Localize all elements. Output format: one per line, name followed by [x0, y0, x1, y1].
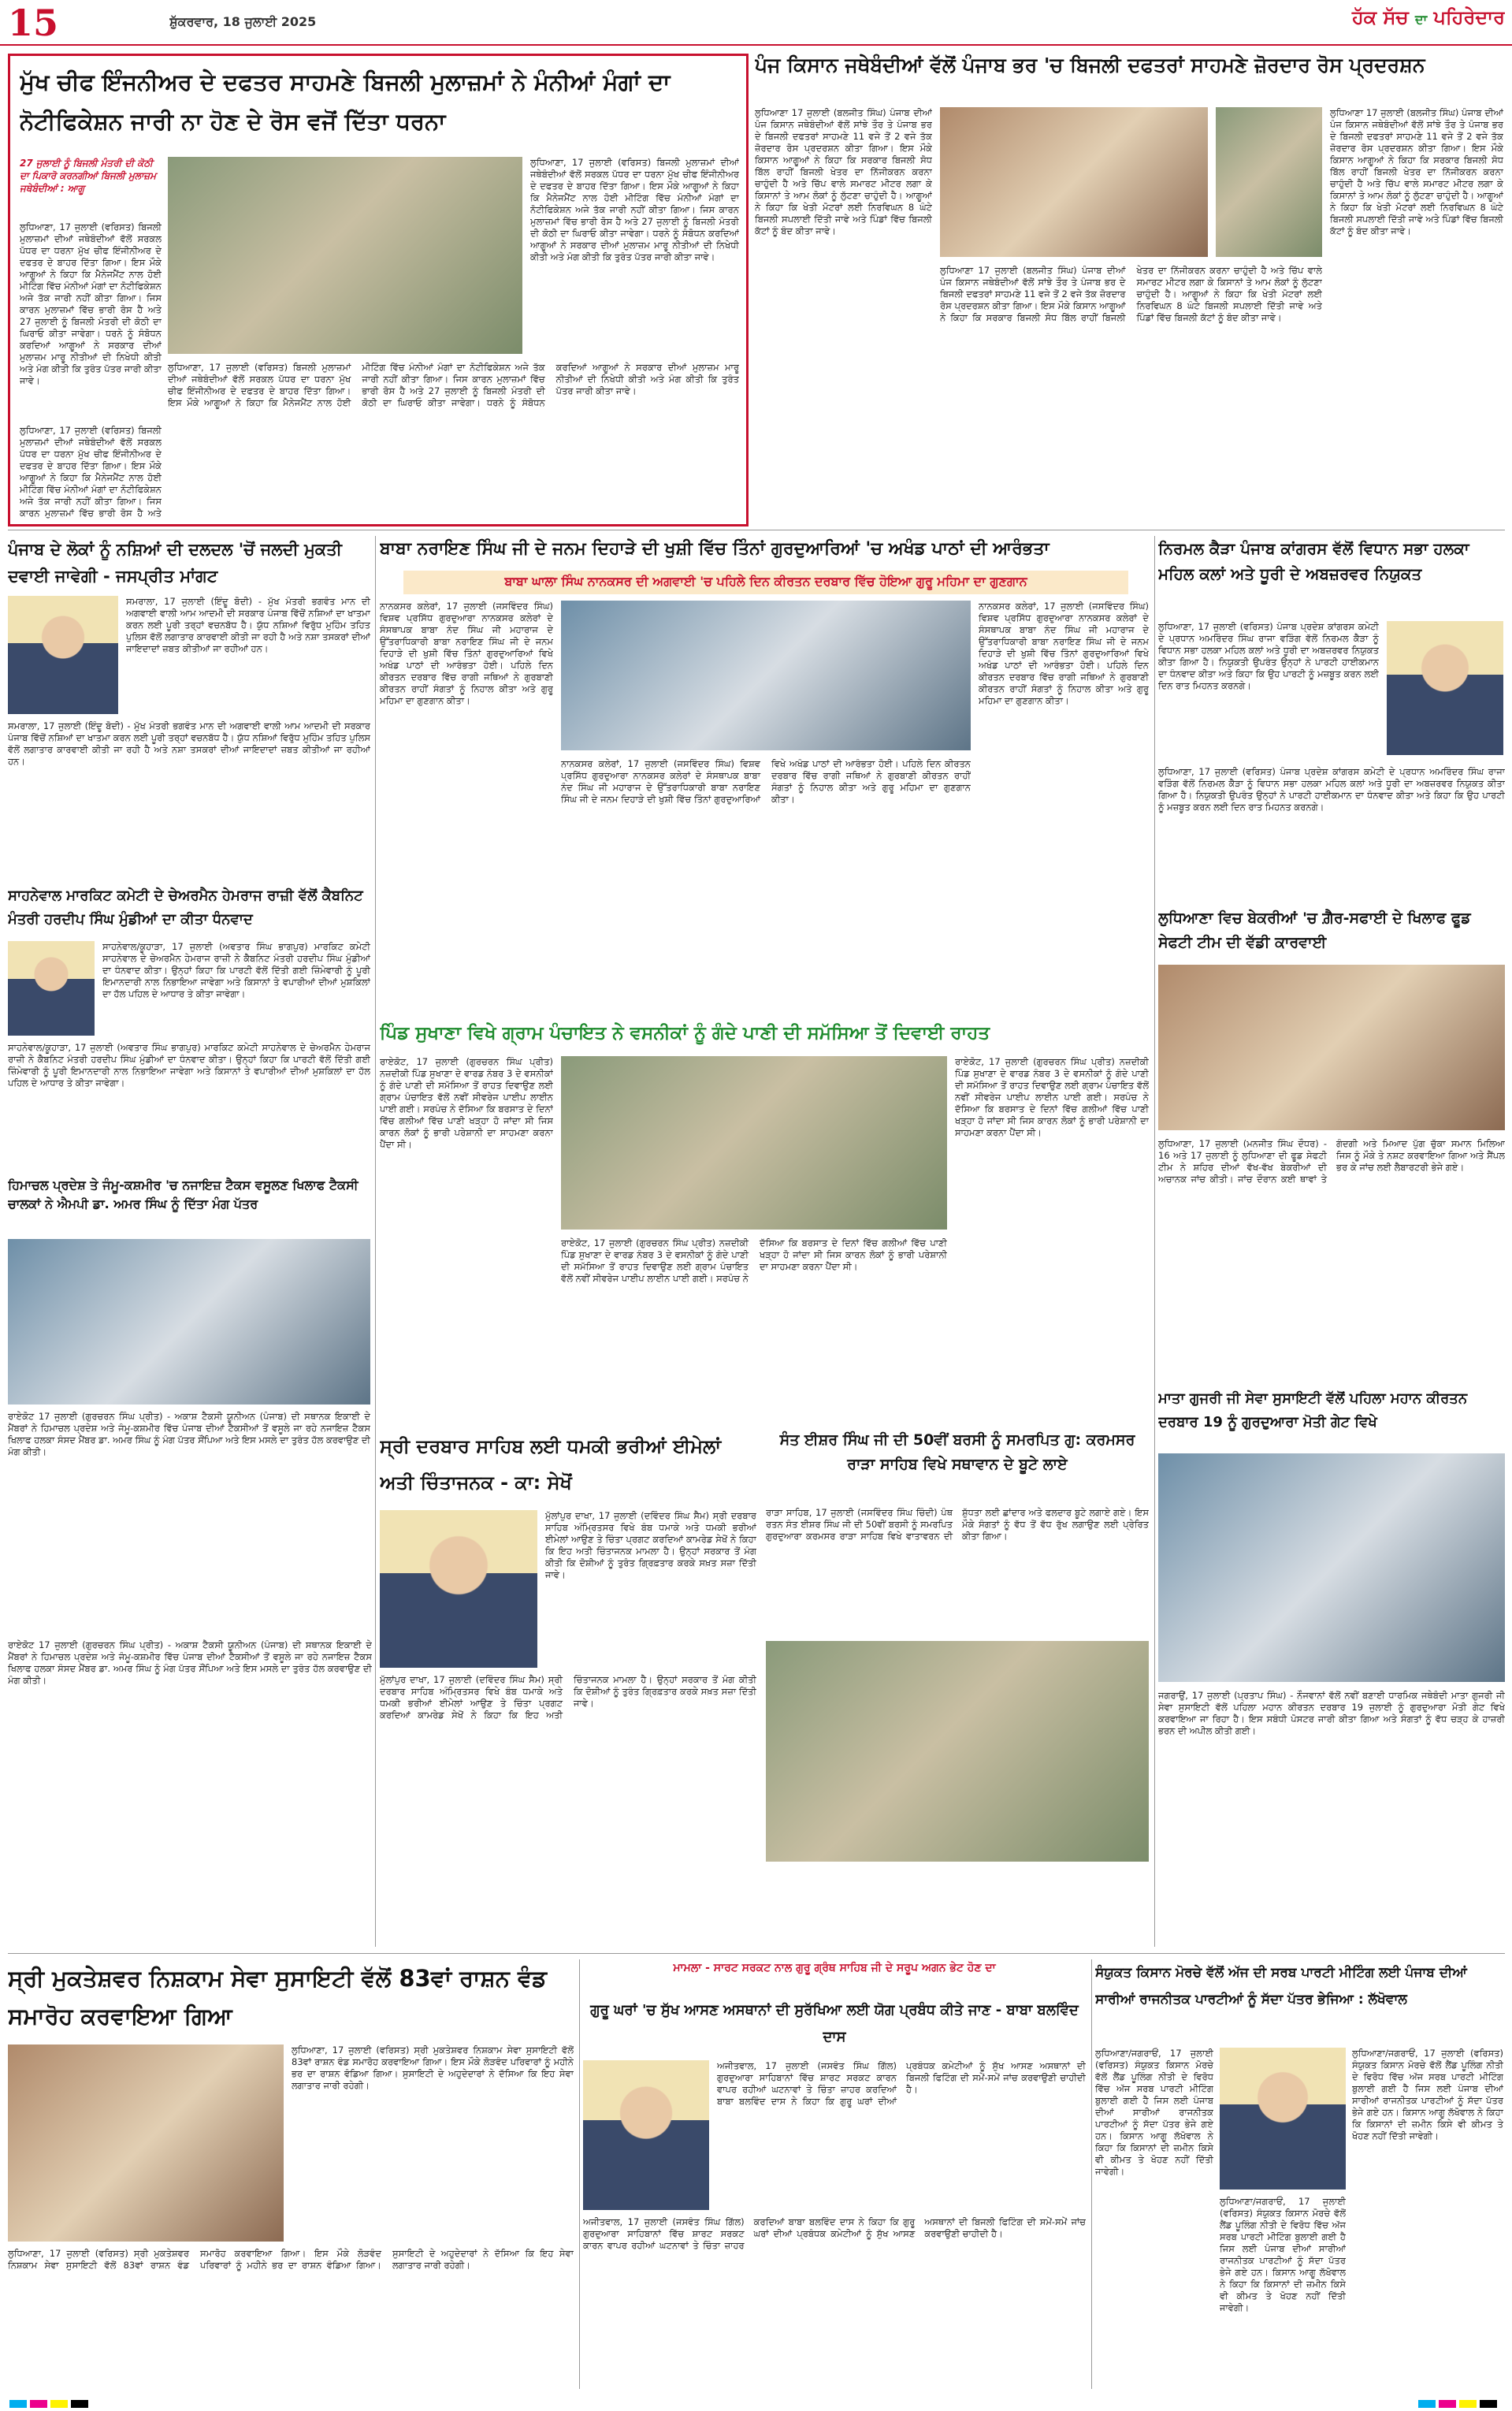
article-body: ਰਾਏਕੋਟ, 17 ਜੁਲਾਈ (ਗੁਰਚਰਨ ਸਿੰਘ ਪ੍ਰੀਤ) ਨਜ਼ਦੀਕੀ ਪਿੰਡ ਸੁਖਾਣਾ ਦੇ ਵਾਰਡ ਨੰਬਰ 3 ਦੇ ਵਸਨੀਕਾਂ ਨੂੰ ਗੰਦੇ ਪਾਣੀ ਦੀ ਸਮੱਸਿਆ ਤੋਂ ਰਾਹਤ ਦਿਵਾਉਣ ਲਈ ਗ੍ਰਾਮ ਪੰਚਾਇਤ ਵੱਲੋਂ ਨਵੀਂ ਸੀਵਰੇਜ ਪਾਈਪ ਲਾਈਨ ਪਾਈ ਗਈ। ਸਰਪੰਚ ਨੇ ਦੱਸਿਆ ਕਿ ਬਰਸਾਤ ਦੇ ਦਿਨਾਂ ਵਿੱਚ ਗਲੀਆਂ ਵਿੱਚ ਪਾਣੀ ਖੜ੍ਹਾ ਹੋ ਜਾਂਦਾ ਸੀ ਜਿਸ ਕਾਰਨ ਲੋਕਾਂ ਨੂੰ ਭਾਰੀ ਪਰੇਸ਼ਾਨੀ ਦਾ ਸਾਹਮਣਾ ਕਰਨਾ ਪੈਂਦਾ ਸੀ। — [380, 1056, 553, 1150]
article-body-lower: ਲੁਧਿਆਣਾ, 17 ਜੁਲਾਈ (ਵਰਿਸਤ) ਪੰਜਾਬ ਪ੍ਰਦੇਸ਼ ਕਾਂਗਰਸ ਕਮੇਟੀ ਦੇ ਪ੍ਰਧਾਨ ਅਮਰਿੰਦਰ ਸਿੰਘ ਰਾਜਾ ਵੜਿੰਗ ਵੱਲੋਂ ਨਿਰਮਲ ਕੈੜਾ ਨੂੰ ਵਿਧਾਨ ਸਭਾ ਹਲਕਾ ਮਹਿਲ ਕਲਾਂ ਅਤੇ ਧੂਰੀ ਦਾ ਅਬਜ਼ਰਵਰ ਨਿਯੁਕਤ ਕੀਤਾ ਗਿਆ ਹੈ। ਨਿਯੁਕਤੀ ਉਪਰੰਤ ਉਨ੍ਹਾਂ ਨੇ ਪਾਰਟੀ ਹਾਈਕਮਾਨ ਦਾ ਧੰਨਵਾਦ ਕੀਤਾ ਅਤੇ ਕਿਹਾ ਕਿ ਉਹ ਪਾਰਟੀ ਨੂੰ ਮਜ਼ਬੂਤ ਕਰਨ ਲਈ ਦਿਨ ਰਾਤ ਮਿਹਨਤ ਕਰਨਗੇ। — [1158, 766, 1505, 813]
headline: ਸਾਹਨੇਵਾਲ ਮਾਰਕਿਟ ਕਮੇਟੀ ਦੇ ਚੇਅਰਮੈਨ ਹੇਮਰਾਜ ਰਾਜ਼ੀ ਵੱਲੋਂ ਕੈਬਨਿਟ ਮੰਤਰੀ ਹਰਦੀਪ ਸਿੰਘ ਮੁੰਡੀਆਂ ਦਾ ਕੀਤਾ ਧੰਨਵਾਦ — [8, 887, 363, 928]
article-body: ਨਾਨਕਸਰ ਕਲੇਰਾਂ, 17 ਜੁਲਾਈ (ਜਸਵਿੰਦਰ ਸਿੰਘ) ਵਿਸ਼ਵ ਪ੍ਰਸਿੱਧ ਗੁਰਦੁਆਰਾ ਨਾਨਕਸਰ ਕਲੇਰਾਂ ਦੇ ਸੰਸਥਾਪਕ ਬਾਬਾ ਨੰਦ ਸਿੰਘ ਜੀ ਮਹਾਰਾਜ ਦੇ ਉੱਤਰਾਧਿਕਾਰੀ ਬਾਬਾ ਨਰਾਇਣ ਸਿੰਘ ਜੀ ਦੇ ਜਨਮ ਦਿਹਾੜੇ ਦੀ ਖੁਸ਼ੀ ਵਿੱਚ ਤਿੰਨਾਂ ਗੁਰਦੁਆਰਿਆਂ ਵਿਖੇ ਅਖੰਡ ਪਾਠਾਂ ਦੀ ਆਰੰਭਤਾ ਹੋਈ। ਪਹਿਲੇ ਦਿਨ ਕੀਰਤਨ ਦਰਬਾਰ ਵਿੱਚ ਰਾਗੀ ਜਥਿਆਂ ਨੇ ਗੁਰਬਾਣੀ ਕੀਰਤਨ ਰਾਹੀਂ ਸੰਗਤਾਂ ਨੂੰ ਨਿਹਾਲ ਕੀਤਾ ਅਤੇ ਗੁਰੂ ਮਹਿਮਾ ਦਾ ਗੁਣਗਾਨ ਕੀਤਾ। — [380, 601, 553, 706]
article-body-lower: ਮੁੱਲਾਂਪੁਰ ਦਾਖਾ, 17 ਜੁਲਾਈ (ਦਵਿੰਦਰ ਸਿੰਘ ਸੈਮ) ਸ੍ਰੀ ਦਰਬਾਰ ਸਾਹਿਬ ਅੰਮ੍ਰਿਤਸਰ ਵਿਖੇ ਬੰਬ ਧਮਾਕੇ ਅਤੇ ਧਮਕੀ ਭਰੀਆਂ ਈਮੇਲਾਂ ਆਉਣ ਤੇ ਚਿੰਤਾ ਪ੍ਰਗਟ ਕਰਦਿਆਂ ਕਾਮਰੇਡ ਸੇਖੋਂ ਨੇ ਕਿਹਾ ਕਿ ਇਹ ਅਤੀ ਚਿੰਤਾਜਨਕ ਮਾਮਲਾ ਹੈ। ਉਨ੍ਹਾਂ ਸਰਕਾਰ ਤੋਂ ਮੰਗ ਕੀਤੀ ਕਿ ਦੋਸ਼ੀਆਂ ਨੂੰ ਤੁਰੰਤ ਗ੍ਰਿਫ਼ਤਾਰ ਕਰਕੇ ਸਖ਼ਤ ਸਜ਼ਾ ਦਿੱਤੀ ਜਾਵੇ। — [380, 1674, 756, 1721]
headline: ਨਿਰਮਲ ਕੈੜਾ ਪੰਜਾਬ ਕਾਂਗਰਸ ਵੱਲੋਂ ਵਿਧਾਨ ਸਭਾ ਹਲਕਾ ਮਹਿਲ ਕਲਾਂ ਅਤੇ ਧੂਰੀ ਦੇ ਅਬਜ਼ਰਵਰ ਨਿਯੁਕਤ — [1158, 539, 1469, 583]
headline: ਲੁਧਿਆਣਾ ਵਿਚ ਬੇਕਰੀਆਂ 'ਚ ਗ਼ੈਰ-ਸਫਾਈ ਦੇ ਖਿਲਾਫ ਫੂਡ ਸੇਫਟੀ ਟੀਮ ਦੀ ਵੱਡੀ ਕਾਰਵਾਈ — [1158, 910, 1471, 951]
comrade-sekhon-photo — [380, 1510, 537, 1668]
article-sahnewal-market-committee — [8, 884, 372, 1168]
ration-distribution-photo — [8, 2045, 284, 2242]
article-body-lower: ਲੁਧਿਆਣਾ, 17 ਜੁਲਾਈ (ਵਰਿਸਤ) ਸ੍ਰੀ ਮੁਕਤੇਸ਼ਵਰ ਨਿਸ਼ਕਾਮ ਸੇਵਾ ਸੁਸਾਇਟੀ ਵੱਲੋਂ 83ਵਾਂ ਰਾਸ਼ਨ ਵੰਡ ਸਮਾਰੋਹ ਕਰਵਾਇਆ ਗਿਆ। ਇਸ ਮੌਕੇ ਲੋੜਵੰਦ ਪਰਿਵਾਰਾਂ ਨੂੰ ਮਹੀਨੇ ਭਰ ਦਾ ਰਾਸ਼ਨ ਵੰਡਿਆ ਗਿਆ। ਸੁਸਾਇਟੀ ਦੇ ਅਹੁਦੇਦਾਰਾਂ ਨੇ ਦੱਸਿਆ ਕਿ ਇਹ ਸੇਵਾ ਲਗਾਤਾਰ ਜਾਰੀ ਰਹੇਗੀ। — [8, 2248, 574, 2271]
article-darbar-sahib-threat — [380, 1428, 758, 1940]
article-body: ਰਾਏਕੋਟ 17 ਜੁਲਾਈ (ਗੁਰਚਰਨ ਸਿੰਘ ਪ੍ਰੀਤ) - ਅਕਾਸ਼ ਟੈਕਸੀ ਯੂਨੀਅਨ (ਪੰਜਾਬ) ਦੀ ਸਥਾਨਕ ਇਕਾਈ ਦੇ ਮੈਂਬਰਾਂ ਨੇ ਹਿਮਾਚਲ ਪ੍ਰਦੇਸ਼ ਅਤੇ ਜੰਮੂ-ਕਸ਼ਮੀਰ ਵਿੱਚ ਪੰਜਾਬ ਦੀਆਂ ਟੈਕਸੀਆਂ ਤੋਂ ਵਸੂਲੇ ਜਾ ਰਹੇ ਨਜਾਇਜ਼ ਟੈਕਸ ਖਿਲਾਫ ਹਲਕਾ ਸੰਸਦ ਮੈਂਬਰ ਡਾ. ਅਮਰ ਸਿੰਘ ਨੂੰ ਮੰਗ ਪੱਤਰ ਸੌਂਪਿਆ ਅਤੇ ਇਸ ਮਸਲੇ ਦਾ ਤੁਰੰਤ ਹੱਲ ਕਰਵਾਉਣ ਦੀ ਮੰਗ ਕੀਤੀ। — [8, 1411, 370, 1457]
paper-name-part3: ਪਹਿਰੇਦਾਰ — [1433, 6, 1505, 28]
farmers-photo-2 — [1216, 107, 1322, 257]
poster-release-photo — [1158, 1453, 1505, 1682]
headline: ਪਿੰਡ ਸੁਖਾਣਾ ਵਿਖੇ ਗ੍ਰਾਮ ਪੰਚਾਇਤ ਨੇ ਵਸਨੀਕਾਂ ਨੂੰ ਗੰਦੇ ਪਾਣੀ ਦੀ ਸਮੱਸਿਆ ਤੋਂ ਦਿਵਾਈ ਰਾਹਤ — [380, 1023, 990, 1044]
article-body-continued: ਲੁਧਿਆਣਾ, 17 ਜੁਲਾਈ (ਵਰਿਸਤ) ਬਿਜਲੀ ਮੁਲਾਜ਼ਮਾਂ ਦੀਆਂ ਜਥੇਬੰਦੀਆਂ ਵੱਲੋਂ ਸਰਕਲ ਪੱਧਰ ਦਾ ਧਰਨਾ ਮੁੱਖ ਚੀਫ ਇੰਜੀਨੀਅਰ ਦੇ ਦਫਤਰ ਦੇ ਬਾਹਰ ਦਿੱਤਾ ਗਿਆ। ਇਸ ਮੌਕੇ ਆਗੂਆਂ ਨੇ ਕਿਹਾ ਕਿ ਮੈਨੇਜਮੈਂਟ ਨਾਲ ਹੋਈ ਮੀਟਿੰਗ ਵਿੱਚ ਮੰਨੀਆਂ ਮੰਗਾਂ ਦਾ ਨੋਟੀਫਿਕੇਸ਼ਨ ਅਜੇ ਤੱਕ ਜਾਰੀ ਨਹੀਂ ਕੀਤਾ ਗਿਆ। ਜਿਸ ਕਾਰਨ ਮੁਲਾਜ਼ਮਾਂ ਵਿੱਚ ਭਾਰੀ ਰੋਸ ਹੈ ਅਤੇ 27 ਜੁਲਾਈ ਨੂੰ ਬਿਜਲੀ ਮੰਤਰੀ ਦੀ ਕੋਠੀ ਦਾ ਘਿਰਾਓ ਕੀਤਾ ਜਾਵੇਗਾ। ਧਰਨੇ ਨੂੰ ਸੰਬੋਧਨ ਕਰਦਿਆਂ ਆਗੂਆਂ ਨੇ ਸਰਕਾਰ ਦੀਆਂ ਮੁਲਾਜ਼ਮ ਮਾਰੂ ਨੀਤੀਆਂ ਦੀ ਨਿਖੇਧੀ ਕੀਤੀ ਅਤੇ ਮੰਗ ਕੀਤੀ ਕਿ ਤੁਰੰਤ ਪੱਤਰ ਜਾਰੀ ਕੀਤਾ ਜਾਵੇ। — [530, 157, 739, 262]
article-body-right: ਲੁਧਿਆਣਾ 17 ਜੁਲਾਈ (ਬਲਜੀਤ ਸਿੰਘ) ਪੰਜਾਬ ਦੀਆਂ ਪੰਜ ਕਿਸਾਨ ਜਥੇਬੰਦੀਆਂ ਵੱਲੋਂ ਸਾਂਝੇ ਤੌਰ ਤੇ ਪੰਜਾਬ ਭਰ ਦੇ ਬਿਜਲੀ ਦਫਤਰਾਂ ਸਾਹਮਣੇ 11 ਵਜੇ ਤੋਂ 2 ਵਜੇ ਤੱਕ ਜ਼ੋਰਦਾਰ ਰੋਸ ਪ੍ਰਦਰਸ਼ਨ ਕੀਤਾ ਗਿਆ। ਇਸ ਮੌਕੇ ਕਿਸਾਨ ਆਗੂਆਂ ਨੇ ਕਿਹਾ ਕਿ ਸਰਕਾਰ ਬਿਜਲੀ ਸੋਧ ਬਿੱਲ ਰਾਹੀਂ ਬਿਜਲੀ ਖੇਤਰ ਦਾ ਨਿੱਜੀਕਰਨ ਕਰਨਾ ਚਾਹੁੰਦੀ ਹੈ ਅਤੇ ਚਿੱਪ ਵਾਲੇ ਸਮਾਰਟ ਮੀਟਰ ਲਗਾ ਕੇ ਕਿਸਾਨਾਂ ਤੇ ਆਮ ਲੋਕਾਂ ਨੂੰ ਲੁੱਟਣਾ ਚਾਹੁੰਦੀ ਹੈ। ਆਗੂਆਂ ਨੇ ਕਿਹਾ ਕਿ ਖੇਤੀ ਮੋਟਰਾਂ ਲਈ ਨਿਰਵਿਘਨ 8 ਘੰਟੇ ਬਿਜਲੀ ਸਪਲਾਈ ਦਿੱਤੀ ਜਾਵੇ ਅਤੇ ਪਿੰਡਾਂ ਵਿੱਚ ਬਿਜਲੀ ਕੱਟਾਂ ਨੂੰ ਬੰਦ ਕੀਤਾ ਜਾਵੇ। — [1330, 107, 1503, 236]
paper-name — [1261, 6, 1505, 41]
article-mata-gujri-kirtan-darbar — [1158, 1387, 1505, 1947]
article-ration-distribution — [8, 1959, 575, 2389]
column-rule — [579, 1959, 580, 2389]
headline: ਬਾਬਾ ਨਰਾਇਣ ਸਿੰਘ ਜੀ ਦੇ ਜਨਮ ਦਿਹਾੜੇ ਦੀ ਖੁਸ਼ੀ ਵਿੱਚ ਤਿੰਨਾਂ ਗੁਰਦੁਆਰਿਆਂ 'ਚ ਅਖੰਡ ਪਾਠਾਂ ਦੀ ਆਰੰਭਤਾ — [380, 539, 1049, 559]
article-body: ਮੁੱਲਾਂਪੁਰ ਦਾਖਾ, 17 ਜੁਲਾਈ (ਦਵਿੰਦਰ ਸਿੰਘ ਸੈਮ) ਸ੍ਰੀ ਦਰਬਾਰ ਸਾਹਿਬ ਅੰਮ੍ਰਿਤਸਰ ਵਿਖੇ ਬੰਬ ਧਮਾਕੇ ਅਤੇ ਧਮਕੀ ਭਰੀਆਂ ਈਮੇਲਾਂ ਆਉਣ ਤੇ ਚਿੰਤਾ ਪ੍ਰਗਟ ਕਰਦਿਆਂ ਕਾਮਰੇਡ ਸੇਖੋਂ ਨੇ ਕਿਹਾ ਕਿ ਇਹ ਅਤੀ ਚਿੰਤਾਜਨਕ ਮਾਮਲਾ ਹੈ। ਉਨ੍ਹਾਂ ਸਰਕਾਰ ਤੋਂ ਮੰਗ ਕੀਤੀ ਕਿ ਦੋਸ਼ੀਆਂ ਨੂੰ ਤੁਰੰਤ ਗ੍ਰਿਫ਼ਤਾਰ ਕਰਕੇ ਸਖ਼ਤ ਸਜ਼ਾ ਦਿੱਤੀ ਜਾਵੇ। — [545, 1510, 756, 1580]
kicker: ਮਾਮਲਾ - ਸਾਰਟ ਸਰਕਟ ਨਾਲ ਗੁਰੂ ਗ੍ਰੰਥ ਸਾਹਿਬ ਜੀ ਦੇ ਸਰੂਪ ਅਗਨ ਭੇਟ ਹੋਣ ਦਾ — [673, 1962, 996, 1974]
article-body: ਜਗਰਾਉਂ, 17 ਜੁਲਾਈ (ਪ੍ਰਤਾਪ ਸਿੰਘ) - ਨੌਜਵਾਨਾਂ ਵੱਲੋਂ ਨਵੀਂ ਬਣਾਈ ਧਾਰਮਿਕ ਜਥੇਬੰਦੀ ਮਾਤਾ ਗੁਜਰੀ ਜੀ ਸੇਵਾ ਸੁਸਾਇਟੀ ਵੱਲੋਂ ਪਹਿਲਾ ਮਹਾਨ ਕੀਰਤਨ ਦਰਬਾਰ 19 ਜੁਲਾਈ ਨੂੰ ਗੁਰਦੁਆਰਾ ਮੋਤੀ ਗੇਟ ਵਿਖੇ ਕਰਵਾਇਆ ਜਾ ਰਿਹਾ ਹੈ। ਇਸ ਸਬੰਧੀ ਪੋਸਟਰ ਜਾਰੀ ਕੀਤਾ ਗਿਆ ਅਤੇ ਸੰਗਤਾਂ ਨੂੰ ਵੱਧ ਚੜ੍ਹ ਕੇ ਹਾਜ਼ਰੀ ਭਰਨ ਦੀ ਅਪੀਲ ਕੀਤੀ ਗਈ। — [1158, 1690, 1505, 1736]
issue-date: ਸ਼ੁੱਕਰਵਾਰ, 18 ਜੁਲਾਈ 2025 — [169, 14, 317, 29]
article-body-lower: ਰਾਏਕੋਟ, 17 ਜੁਲਾਈ (ਗੁਰਚਰਨ ਸਿੰਘ ਪ੍ਰੀਤ) ਨਜ਼ਦੀਕੀ ਪਿੰਡ ਸੁਖਾਣਾ ਦੇ ਵਾਰਡ ਨੰਬਰ 3 ਦੇ ਵਸਨੀਕਾਂ ਨੂੰ ਗੰਦੇ ਪਾਣੀ ਦੀ ਸਮੱਸਿਆ ਤੋਂ ਰਾਹਤ ਦਿਵਾਉਣ ਲਈ ਗ੍ਰਾਮ ਪੰਚਾਇਤ ਵੱਲੋਂ ਨਵੀਂ ਸੀਵਰੇਜ ਪਾਈਪ ਲਾਈਨ ਪਾਈ ਗਈ। ਸਰਪੰਚ ਨੇ ਦੱਸਿਆ ਕਿ ਬਰਸਾਤ ਦੇ ਦਿਨਾਂ ਵਿੱਚ ਗਲੀਆਂ ਵਿੱਚ ਪਾਣੀ ਖੜ੍ਹਾ ਹੋ ਜਾਂਦਾ ਸੀ ਜਿਸ ਕਾਰਨ ਲੋਕਾਂ ਨੂੰ ਭਾਰੀ ਪਰੇਸ਼ਾਨੀ ਦਾ ਸਾਹਮਣਾ ਕਰਨਾ ਪੈਂਦਾ ਸੀ। — [561, 1237, 947, 1284]
headline: ਸ੍ਰੀ ਮੁਕਤੇਸ਼ਵਰ ਨਿਸ਼ਕਾਮ ਸੇਵਾ ਸੁਸਾਇਟੀ ਵੱਲੋਂ 83ਵਾਂ ਰਾਸ਼ਨ ਵੰਡ ਸਮਾਰੋਹ ਕਰਵਾਇਆ ਗਿਆ — [8, 1965, 547, 2030]
headline: ਸ੍ਰੀ ਦਰਬਾਰ ਸਾਹਿਬ ਲਈ ਧਮਕੀ ਭਰੀਆਂ ਈਮੇਲਾਂ ਅਤੀ ਚਿੰਤਾਜਨਕ - ਕਾ: ਸੇਖੋਂ — [380, 1435, 722, 1494]
article-body-right: ਲੁਧਿਆਣਾ/ਜਗਰਾਓਂ, 17 ਜੁਲਾਈ (ਵਰਿਸਤ) ਸੰਯੁਕਤ ਕਿਸਾਨ ਮੋਰਚੇ ਵੱਲੋਂ ਲੈਂਡ ਪੂਲਿੰਗ ਨੀਤੀ ਦੇ ਵਿਰੋਧ ਵਿੱਚ ਅੱਜ ਸਰਬ ਪਾਰਟੀ ਮੀਟਿੰਗ ਬੁਲਾਈ ਗਈ ਹੈ ਜਿਸ ਲਈ ਪੰਜਾਬ ਦੀਆਂ ਸਾਰੀਆਂ ਰਾਜਨੀਤਕ ਪਾਰਟੀਆਂ ਨੂੰ ਸੱਦਾ ਪੱਤਰ ਭੇਜੇ ਗਏ ਹਨ। ਕਿਸਾਨ ਆਗੂ ਲੱਖੋਵਾਲ ਨੇ ਕਿਹਾ ਕਿ ਕਿਸਾਨਾਂ ਦੀ ਜ਼ਮੀਨ ਕਿਸੇ ਵੀ ਕੀਮਤ ਤੇ ਖੋਹਣ ਨਹੀਂ ਦਿੱਤੀ ਜਾਵੇਗੀ। — [1352, 2048, 1503, 2141]
article-body: ਲੁਧਿਆਣਾ, 17 ਜੁਲਾਈ (ਵਰਿਸਤ) ਪੰਜਾਬ ਪ੍ਰਦੇਸ਼ ਕਾਂਗਰਸ ਕਮੇਟੀ ਦੇ ਪ੍ਰਧਾਨ ਅਮਰਿੰਦਰ ਸਿੰਘ ਰਾਜਾ ਵੜਿੰਗ ਵੱਲੋਂ ਨਿਰਮਲ ਕੈੜਾ ਨੂੰ ਵਿਧਾਨ ਸਭਾ ਹਲਕਾ ਮਹਿਲ ਕਲਾਂ ਅਤੇ ਧੂਰੀ ਦਾ ਅਬਜ਼ਰਵਰ ਨਿਯੁਕਤ ਕੀਤਾ ਗਿਆ ਹੈ। ਨਿਯੁਕਤੀ ਉਪਰੰਤ ਉਨ੍ਹਾਂ ਨੇ ਪਾਰਟੀ ਹਾਈਕਮਾਨ ਦਾ ਧੰਨਵਾਦ ਕੀਤਾ ਅਤੇ ਕਿਹਾ ਕਿ ਉਹ ਪਾਰਟੀ ਨੂੰ ਮਜ਼ਬੂਤ ਕਰਨ ਲਈ ਦਿਨ ਰਾਤ ਮਿਹਨਤ ਕਰਨਗੇ। — [1158, 621, 1379, 691]
column-rule — [1091, 1959, 1092, 2389]
paper-name-part2: ਦਾ — [1415, 12, 1428, 27]
article-body-lower: ਨਾਨਕਸਰ ਕਲੇਰਾਂ, 17 ਜੁਲਾਈ (ਜਸਵਿੰਦਰ ਸਿੰਘ) ਵਿਸ਼ਵ ਪ੍ਰਸਿੱਧ ਗੁਰਦੁਆਰਾ ਨਾਨਕਸਰ ਕਲੇਰਾਂ ਦੇ ਸੰਸਥਾਪਕ ਬਾਬਾ ਨੰਦ ਸਿੰਘ ਜੀ ਮਹਾਰਾਜ ਦੇ ਉੱਤਰਾਧਿਕਾਰੀ ਬਾਬਾ ਨਰਾਇਣ ਸਿੰਘ ਜੀ ਦੇ ਜਨਮ ਦਿਹਾੜੇ ਦੀ ਖੁਸ਼ੀ ਵਿੱਚ ਤਿੰਨਾਂ ਗੁਰਦੁਆਰਿਆਂ ਵਿਖੇ ਅਖੰਡ ਪਾਠਾਂ ਦੀ ਆਰੰਭਤਾ ਹੋਈ। ਪਹਿਲੇ ਦਿਨ ਕੀਰਤਨ ਦਰਬਾਰ ਵਿੱਚ ਰਾਗੀ ਜਥਿਆਂ ਨੇ ਗੁਰਬਾਣੀ ਕੀਰਤਨ ਰਾਹੀਂ ਸੰਗਤਾਂ ਨੂੰ ਨਿਹਾਲ ਕੀਤਾ ਅਤੇ ਗੁਰੂ ਮਹਿਮਾ ਦਾ ਗੁਣਗਾਨ ਕੀਤਾ। — [561, 758, 971, 805]
article-baba-narain-singh — [380, 536, 1150, 1009]
article-body-lower: ਲੁਧਿਆਣਾ 17 ਜੁਲਾਈ (ਬਲਜੀਤ ਸਿੰਘ) ਪੰਜਾਬ ਦੀਆਂ ਪੰਜ ਕਿਸਾਨ ਜਥੇਬੰਦੀਆਂ ਵੱਲੋਂ ਸਾਂਝੇ ਤੌਰ ਤੇ ਪੰਜਾਬ ਭਰ ਦੇ ਬਿਜਲੀ ਦਫਤਰਾਂ ਸਾਹਮਣੇ 11 ਵਜੇ ਤੋਂ 2 ਵਜੇ ਤੱਕ ਜ਼ੋਰਦਾਰ ਰੋਸ ਪ੍ਰਦਰਸ਼ਨ ਕੀਤਾ ਗਿਆ। ਇਸ ਮੌਕੇ ਕਿਸਾਨ ਆਗੂਆਂ ਨੇ ਕਿਹਾ ਕਿ ਸਰਕਾਰ ਬਿਜਲੀ ਸੋਧ ਬਿੱਲ ਰਾਹੀਂ ਬਿਜਲੀ ਖੇਤਰ ਦਾ ਨਿੱਜੀਕਰਨ ਕਰਨਾ ਚਾਹੁੰਦੀ ਹੈ ਅਤੇ ਚਿੱਪ ਵਾਲੇ ਸਮਾਰਟ ਮੀਟਰ ਲਗਾ ਕੇ ਕਿਸਾਨਾਂ ਤੇ ਆਮ ਲੋਕਾਂ ਨੂੰ ਲੁੱਟਣਾ ਚਾਹੁੰਦੀ ਹੈ। ਆਗੂਆਂ ਨੇ ਕਿਹਾ ਕਿ ਖੇਤੀ ਮੋਟਰਾਂ ਲਈ ਨਿਰਵਿਘਨ 8 ਘੰਟੇ ਬਿਜਲੀ ਸਪਲਾਈ ਦਿੱਤੀ ਜਾਵੇ ਅਤੇ ਪਿੰਡਾਂ ਵਿੱਚ ਬਿਜਲੀ ਕੱਟਾਂ ਨੂੰ ਬੰਦ ਕੀਤਾ ਜਾਵੇ। — [940, 265, 1322, 323]
taxi-union-photo — [8, 1239, 370, 1405]
article-body: ਲੁਧਿਆਣਾ 17 ਜੁਲਾਈ (ਬਲਜੀਤ ਸਿੰਘ) ਪੰਜਾਬ ਦੀਆਂ ਪੰਜ ਕਿਸਾਨ ਜਥੇਬੰਦੀਆਂ ਵੱਲੋਂ ਸਾਂਝੇ ਤੌਰ ਤੇ ਪੰਜਾਬ ਭਰ ਦੇ ਬਿਜਲੀ ਦਫਤਰਾਂ ਸਾਹਮਣੇ 11 ਵਜੇ ਤੋਂ 2 ਵਜੇ ਤੱਕ ਜ਼ੋਰਦਾਰ ਰੋਸ ਪ੍ਰਦਰਸ਼ਨ ਕੀਤਾ ਗਿਆ। ਇਸ ਮੌਕੇ ਕਿਸਾਨ ਆਗੂਆਂ ਨੇ ਕਿਹਾ ਕਿ ਸਰਕਾਰ ਬਿਜਲੀ ਸੋਧ ਬਿੱਲ ਰਾਹੀਂ ਬਿਜਲੀ ਖੇਤਰ ਦਾ ਨਿੱਜੀਕਰਨ ਕਰਨਾ ਚਾਹੁੰਦੀ ਹੈ ਅਤੇ ਚਿੱਪ ਵਾਲੇ ਸਮਾਰਟ ਮੀਟਰ ਲਗਾ ਕੇ ਕਿਸਾਨਾਂ ਤੇ ਆਮ ਲੋਕਾਂ ਨੂੰ ਲੁੱਟਣਾ ਚਾਹੁੰਦੀ ਹੈ। ਆਗੂਆਂ ਨੇ ਕਿਹਾ ਕਿ ਖੇਤੀ ਮੋਟਰਾਂ ਲਈ ਨਿਰਵਿਘਨ 8 ਘੰਟੇ ਬਿਜਲੀ ਸਪਲਾਈ ਦਿੱਤੀ ਜਾਵੇ ਅਤੇ ਪਿੰਡਾਂ ਵਿੱਚ ਬਿਜਲੀ ਕੱਟਾਂ ਨੂੰ ਬੰਦ ਕੀਤਾ ਜਾਵੇ। — [755, 107, 932, 236]
masthead — [0, 0, 1512, 46]
article-body-lower: ਲੁਧਿਆਣਾ/ਜਗਰਾਓਂ, 17 ਜੁਲਾਈ (ਵਰਿਸਤ) ਸੰਯੁਕਤ ਕਿਸਾਨ ਮੋਰਚੇ ਵੱਲੋਂ ਲੈਂਡ ਪੂਲਿੰਗ ਨੀਤੀ ਦੇ ਵਿਰੋਧ ਵਿੱਚ ਅੱਜ ਸਰਬ ਪਾਰਟੀ ਮੀਟਿੰਗ ਬੁਲਾਈ ਗਈ ਹੈ ਜਿਸ ਲਈ ਪੰਜਾਬ ਦੀਆਂ ਸਾਰੀਆਂ ਰਾਜਨੀਤਕ ਪਾਰਟੀਆਂ ਨੂੰ ਸੱਦਾ ਪੱਤਰ ਭੇਜੇ ਗਏ ਹਨ। ਕਿਸਾਨ ਆਗੂ ਲੱਖੋਵਾਲ ਨੇ ਕਿਹਾ ਕਿ ਕਿਸਾਨਾਂ ਦੀ ਜ਼ਮੀਨ ਕਿਸੇ ਵੀ ਕੀਮਤ ਤੇ ਖੋਹਣ ਨਹੀਂ ਦਿੱਤੀ ਜਾਵੇਗੀ। — [1220, 2196, 1346, 2313]
article-body-lower: ਸਮਰਾਲਾ, 17 ਜੁਲਾਈ (ਇੰਦੂ ਬੋਦੀ) - ਮੁੱਖ ਮੰਤਰੀ ਭਗਵੰਤ ਮਾਨ ਦੀ ਅਗਵਾਈ ਵਾਲੀ ਆਮ ਆਦਮੀ ਦੀ ਸਰਕਾਰ ਪੰਜਾਬ ਵਿੱਚੋਂ ਨਸ਼ਿਆਂ ਦਾ ਖਾਤਮਾ ਕਰਨ ਲਈ ਪੂਰੀ ਤਰ੍ਹਾਂ ਵਚਨਬੱਧ ਹੈ। ਯੁੱਧ ਨਸ਼ਿਆਂ ਵਿਰੁੱਧ ਮੁਹਿੰਮ ਤਹਿਤ ਪੁਲਿਸ ਵੱਲੋਂ ਲਗਾਤਾਰ ਕਾਰਵਾਈ ਕੀਤੀ ਜਾ ਰਹੀ ਹੈ ਅਤੇ ਨਸ਼ਾ ਤਸਕਰਾਂ ਦੀਆਂ ਜਾਇਦਾਦਾਂ ਜ਼ਬਤ ਕੀਤੀਆਂ ਜਾ ਰਹੀਆਂ ਹਨ। — [8, 720, 370, 767]
headline: ਮਾਤਾ ਗੁਜਰੀ ਜੀ ਸੇਵਾ ਸੁਸਾਇਟੀ ਵੱਲੋਂ ਪਹਿਲਾ ਮਹਾਨ ਕੀਰਤਨ ਦਰਬਾਰ 19 ਨੂੰ ਗੁਰਦੁਆਰਾ ਮੋਤੀ ਗੇਟ ਵਿਖੇ — [1158, 1390, 1468, 1431]
hemraj-razi-photo — [8, 941, 95, 1036]
nirmal-kaira-photo — [1387, 621, 1503, 755]
registration-mark-yellow — [50, 2400, 68, 2408]
row-divider-2 — [8, 1953, 1505, 1954]
article-body: ਲੁਧਿਆਣਾ, 17 ਜੁਲਾਈ (ਵਰਿਸਤ) ਸ੍ਰੀ ਮੁਕਤੇਸ਼ਵਰ ਨਿਸ਼ਕਾਮ ਸੇਵਾ ਸੁਸਾਇਟੀ ਵੱਲੋਂ 83ਵਾਂ ਰਾਸ਼ਨ ਵੰਡ ਸਮਾਰੋਹ ਕਰਵਾਇਆ ਗਿਆ। ਇਸ ਮੌਕੇ ਲੋੜਵੰਦ ਪਰਿਵਾਰਾਂ ਨੂੰ ਮਹੀਨੇ ਭਰ ਦਾ ਰਾਸ਼ਨ ਵੰਡਿਆ ਗਿਆ। ਸੁਸਾਇਟੀ ਦੇ ਅਹੁਦੇਦਾਰਾਂ ਨੇ ਦੱਸਿਆ ਕਿ ਇਹ ਸੇਵਾ ਲਗਾਤਾਰ ਜਾਰੀ ਰਹੇਗੀ। — [292, 2045, 574, 2091]
column-rule — [375, 536, 376, 1947]
registration-mark-magenta — [30, 2400, 47, 2408]
sewer-pipe-photo — [561, 1056, 947, 1230]
article-power-employees-protest — [8, 54, 749, 526]
headline: ਪੰਜਾਬ ਦੇ ਲੋਕਾਂ ਨੂੰ ਨਸ਼ਿਆਂ ਦੀ ਦਲਦਲ 'ਚੋਂ ਜਲਦੀ ਮੁਕਤੀ ਦਵਾਈ ਜਾਵੇਗੀ - ਜਸਪ੍ਰੀਤ ਮਾਂਗਟ — [8, 540, 342, 586]
article-drug-free-punjab — [8, 536, 372, 875]
article-body-continued: ਰਾਏਕੋਟ 17 ਜੁਲਾਈ (ਗੁਰਚਰਨ ਸਿੰਘ ਪ੍ਰੀਤ) - ਅਕਾਸ਼ ਟੈਕਸੀ ਯੂਨੀਅਨ (ਪੰਜਾਬ) ਦੀ ਸਥਾਨਕ ਇਕਾਈ ਦੇ ਮੈਂਬਰਾਂ ਨੇ ਹਿਮਾਚਲ ਪ੍ਰਦੇਸ਼ ਅਤੇ ਜੰਮੂ-ਕਸ਼ਮੀਰ ਵਿੱਚ ਪੰਜਾਬ ਦੀਆਂ ਟੈਕਸੀਆਂ ਤੋਂ ਵਸੂਲੇ ਜਾ ਰਹੇ ਨਜਾਇਜ਼ ਟੈਕਸ ਖਿਲਾਫ ਹਲਕਾ ਸੰਸਦ ਮੈਂਬਰ ਡਾ. ਅਮਰ ਸਿੰਘ ਨੂੰ ਮੰਗ ਪੱਤਰ ਸੌਂਪਿਆ ਅਤੇ ਇਸ ਮਸਲੇ ਦਾ ਤੁਰੰਤ ਹੱਲ ਕਰਵਾਉਣ ਦੀ ਮੰਗ ਕੀਤੀ। — [8, 1639, 372, 1686]
headline: ਮੁੱਖ ਚੀਫ ਇੰਜਨੀਅਰ ਦੇ ਦਫਤਰ ਸਾਹਮਣੇ ਬਿਜਲੀ ਮੁਲਾਜ਼ਮਾਂ ਨੇ ਮੰਨੀਆਂ ਮੰਗਾਂ ਦਾ ਨੋਟੀਫਿਕੇਸ਼ਨ ਜਾਰੀ ਨਾ ਹੋਣ ਦੇ ਰੋਸ ਵਜੋਂ ਦਿੱਤਾ ਧਰਨਾ — [20, 69, 671, 135]
headline: ਸੰਯੁਕਤ ਕਿਸਾਨ ਮੋਰਚੇ ਵੱਲੋਂ ਅੱਜ ਦੀ ਸਰਬ ਪਾਰਟੀ ਮੀਟਿੰਗ ਲਈ ਪੰਜਾਬ ਦੀਆਂ ਸਾਰੀਆਂ ਰਾਜਨੀਤਕ ਪਾਰਟੀਆਂ ਨੂੰ ਸੱਦਾ ਪੱਤਰ ਭੇਜਿਆ : ਲੱਖੋਵਾਲ — [1095, 1965, 1467, 2007]
kicker: 27 ਜੁਲਾਈ ਨੂੰ ਬਿਜਲੀ ਮੰਤਰੀ ਦੀ ਕੋਠੀ ਦਾ ਪਿਕਾਰੋ ਕਰਨਗੀਆਂ ਬਿਜਲੀ ਮੁਲਾਜ਼ਮ ਜਥੇਬੰਦੀਆਂ : ਆਗੂ — [20, 158, 157, 194]
article-body-lower: ਲੁਧਿਆਣਾ, 17 ਜੁਲਾਈ (ਵਰਿਸਤ) ਬਿਜਲੀ ਮੁਲਾਜ਼ਮਾਂ ਦੀਆਂ ਜਥੇਬੰਦੀਆਂ ਵੱਲੋਂ ਸਰਕਲ ਪੱਧਰ ਦਾ ਧਰਨਾ ਮੁੱਖ ਚੀਫ ਇੰਜੀਨੀਅਰ ਦੇ ਦਫਤਰ ਦੇ ਬਾਹਰ ਦਿੱਤਾ ਗਿਆ। ਇਸ ਮੌਕੇ ਆਗੂਆਂ ਨੇ ਕਿਹਾ ਕਿ ਮੈਨੇਜਮੈਂਟ ਨਾਲ ਹੋਈ ਮੀਟਿੰਗ ਵਿੱਚ ਮੰਨੀਆਂ ਮੰਗਾਂ ਦਾ ਨੋਟੀਫਿਕੇਸ਼ਨ ਅਜੇ ਤੱਕ ਜਾਰੀ ਨਹੀਂ ਕੀਤਾ ਗਿਆ। ਜਿਸ ਕਾਰਨ ਮੁਲਾਜ਼ਮਾਂ ਵਿੱਚ ਭਾਰੀ ਰੋਸ ਹੈ ਅਤੇ 27 ਜੁਲਾਈ ਨੂੰ ਬਿਜਲੀ ਮੰਤਰੀ ਦੀ ਕੋਠੀ ਦਾ ਘਿਰਾਓ ਕੀਤਾ ਜਾਵੇਗਾ। ਧਰਨੇ ਨੂੰ ਸੰਬੋਧਨ ਕਰਦਿਆਂ ਆਗੂਆਂ ਨੇ ਸਰਕਾਰ ਦੀਆਂ ਮੁਲਾਜ਼ਮ ਮਾਰੂ ਨੀਤੀਆਂ ਦੀ ਨਿਖੇਧੀ ਕੀਤੀ ਅਤੇ ਮੰਗ ਕੀਤੀ ਕਿ ਤੁਰੰਤ ਪੱਤਰ ਜਾਰੀ ਕੀਤਾ ਜਾਵੇ। — [168, 362, 739, 408]
jaspreet-maangat-photo — [8, 596, 118, 714]
article-bakery-food-safety — [1158, 906, 1505, 1379]
headline: ਗੁਰੂ ਘਰਾਂ 'ਚ ਸੁੱਖ ਆਸਣ ਅਸਥਾਨਾਂ ਦੀ ਸੁਰੱਖਿਆ ਲਈ ਯੋਗ ਪ੍ਰਬੰਧ ਕੀਤੇ ਜਾਣ - ਬਾਬਾ ਬਲਵਿੰਦ ਦਾਸ — [590, 2002, 1079, 2045]
article-farmers-protest — [755, 54, 1505, 526]
article-taxi-drivers-memorandum — [8, 1176, 372, 1633]
registration-mark-yellow — [1459, 2400, 1477, 2408]
article-body-lower: ਸਾਹਨੇਵਾਲ/ਕੂਹਾੜਾ, 17 ਜੁਲਾਈ (ਅਵਤਾਰ ਸਿੰਘ ਭਾਗਪੁਰ) ਮਾਰਕਿਟ ਕਮੇਟੀ ਸਾਹਨੇਵਾਲ ਦੇ ਚੇਅਰਮੈਨ ਹੇਮਰਾਜ ਰਾਜ਼ੀ ਨੇ ਕੈਬਨਿਟ ਮੰਤਰੀ ਹਰਦੀਪ ਸਿੰਘ ਮੁੰਡੀਆਂ ਦਾ ਧੰਨਵਾਦ ਕੀਤਾ। ਉਨ੍ਹਾਂ ਕਿਹਾ ਕਿ ਪਾਰਟੀ ਵੱਲੋਂ ਦਿੱਤੀ ਗਈ ਜ਼ਿੰਮੇਵਾਰੀ ਨੂੰ ਪੂਰੀ ਇਮਾਨਦਾਰੀ ਨਾਲ ਨਿਭਾਇਆ ਜਾਵੇਗਾ ਅਤੇ ਕਿਸਾਨਾਂ ਤੇ ਵਪਾਰੀਆਂ ਦੀਆਂ ਮੁਸ਼ਕਿਲਾਂ ਦਾ ਹੱਲ ਪਹਿਲ ਦੇ ਆਧਾਰ ਤੇ ਕੀਤਾ ਜਾਵੇਗਾ। — [8, 1042, 370, 1088]
article-gurudwara-safety — [583, 1959, 1087, 2389]
registration-mark-black — [1480, 2400, 1497, 2408]
article-body-right: ਨਾਨਕਸਰ ਕਲੇਰਾਂ, 17 ਜੁਲਾਈ (ਜਸਵਿੰਦਰ ਸਿੰਘ) ਵਿਸ਼ਵ ਪ੍ਰਸਿੱਧ ਗੁਰਦੁਆਰਾ ਨਾਨਕਸਰ ਕਲੇਰਾਂ ਦੇ ਸੰਸਥਾਪਕ ਬਾਬਾ ਨੰਦ ਸਿੰਘ ਜੀ ਮਹਾਰਾਜ ਦੇ ਉੱਤਰਾਧਿਕਾਰੀ ਬਾਬਾ ਨਰਾਇਣ ਸਿੰਘ ਜੀ ਦੇ ਜਨਮ ਦਿਹਾੜੇ ਦੀ ਖੁਸ਼ੀ ਵਿੱਚ ਤਿੰਨਾਂ ਗੁਰਦੁਆਰਿਆਂ ਵਿਖੇ ਅਖੰਡ ਪਾਠਾਂ ਦੀ ਆਰੰਭਤਾ ਹੋਈ। ਪਹਿਲੇ ਦਿਨ ਕੀਰਤਨ ਦਰਬਾਰ ਵਿੱਚ ਰਾਗੀ ਜਥਿਆਂ ਨੇ ਗੁਰਬਾਣੀ ਕੀਰਤਨ ਰਾਹੀਂ ਸੰਗਤਾਂ ਨੂੰ ਨਿਹਾਲ ਕੀਤਾ ਅਤੇ ਗੁਰੂ ਮਹਿਮਾ ਦਾ ਗੁਣਗਾਨ ਕੀਤਾ। — [979, 601, 1149, 706]
article-body-lower: ਅਜੀਤਵਾਲ, 17 ਜੁਲਾਈ (ਜਸਵੰਤ ਸਿੰਘ ਗਿੱਲ) ਗੁਰਦੁਆਰਾ ਸਾਹਿਬਾਨਾਂ ਵਿੱਚ ਸ਼ਾਰਟ ਸਰਕਟ ਕਾਰਨ ਵਾਪਰ ਰਹੀਆਂ ਘਟਨਾਵਾਂ ਤੇ ਚਿੰਤਾ ਜ਼ਾਹਰ ਕਰਦਿਆਂ ਬਾਬਾ ਬਲਵਿੰਦ ਦਾਸ ਨੇ ਕਿਹਾ ਕਿ ਗੁਰੂ ਘਰਾਂ ਦੀਆਂ ਪ੍ਰਬੰਧਕ ਕਮੇਟੀਆਂ ਨੂੰ ਸੁੱਖ ਆਸਣ ਅਸਥਾਨਾਂ ਦੀ ਬਿਜਲੀ ਫਿਟਿੰਗ ਦੀ ਸਮੇਂ-ਸਮੇਂ ਜਾਂਚ ਕਰਵਾਉਣੀ ਚਾਹੀਦੀ ਹੈ। — [583, 2216, 1086, 2251]
headline: ਹਿਮਾਚਲ ਪ੍ਰਦੇਸ਼ ਤੇ ਜੰਮੂ-ਕਸ਼ਮੀਰ 'ਚ ਨਜਾਇਜ਼ ਟੈਕਸ ਵਸੂਲਣ ਖਿਲਾਫ ਟੈਕਸੀ ਚਾਲਕਾਂ ਨੇ ਐਮਪੀ ਡਾ. ਅਮਰ ਸਿੰਘ ਨੂੰ ਦਿੱਤਾ ਮੰਗ ਪੱਤਰ — [8, 1178, 358, 1211]
registration-mark-black — [71, 2400, 88, 2408]
article-body: ਲੁਧਿਆਣਾ, 17 ਜੁਲਾਈ (ਵਰਿਸਤ) ਬਿਜਲੀ ਮੁਲਾਜ਼ਮਾਂ ਦੀਆਂ ਜਥੇਬੰਦੀਆਂ ਵੱਲੋਂ ਸਰਕਲ ਪੱਧਰ ਦਾ ਧਰਨਾ ਮੁੱਖ ਚੀਫ ਇੰਜੀਨੀਅਰ ਦੇ ਦਫਤਰ ਦੇ ਬਾਹਰ ਦਿੱਤਾ ਗਿਆ। ਇਸ ਮੌਕੇ ਆਗੂਆਂ ਨੇ ਕਿਹਾ ਕਿ ਮੈਨੇਜਮੈਂਟ ਨਾਲ ਹੋਈ ਮੀਟਿੰਗ ਵਿੱਚ ਮੰਨੀਆਂ ਮੰਗਾਂ ਦਾ ਨੋਟੀਫਿਕੇਸ਼ਨ ਅਜੇ ਤੱਕ ਜਾਰੀ ਨਹੀਂ ਕੀਤਾ ਗਿਆ। ਜਿਸ ਕਾਰਨ ਮੁਲਾਜ਼ਮਾਂ ਵਿੱਚ ਭਾਰੀ ਰੋਸ ਹੈ ਅਤੇ 27 ਜੁਲਾਈ ਨੂੰ ਬਿਜਲੀ ਮੰਤਰੀ ਦੀ ਕੋਠੀ ਦਾ ਘਿਰਾਓ ਕੀਤਾ ਜਾਵੇਗਾ। ਧਰਨੇ ਨੂੰ ਸੰਬੋਧਨ ਕਰਦਿਆਂ ਆਗੂਆਂ ਨੇ ਸਰਕਾਰ ਦੀਆਂ ਮੁਲਾਜ਼ਮ ਮਾਰੂ ਨੀਤੀਆਂ ਦੀ ਨਿਖੇਧੀ ਕੀਤੀ ਅਤੇ ਮੰਗ ਕੀਤੀ ਕਿ ਤੁਰੰਤ ਪੱਤਰ ਜਾਰੀ ਕੀਤਾ ਜਾਵੇ। — [20, 221, 162, 386]
article-body-left-lower: ਲੁਧਿਆਣਾ, 17 ਜੁਲਾਈ (ਵਰਿਸਤ) ਬਿਜਲੀ ਮੁਲਾਜ਼ਮਾਂ ਦੀਆਂ ਜਥੇਬੰਦੀਆਂ ਵੱਲੋਂ ਸਰਕਲ ਪੱਧਰ ਦਾ ਧਰਨਾ ਮੁੱਖ ਚੀਫ ਇੰਜੀਨੀਅਰ ਦੇ ਦਫਤਰ ਦੇ ਬਾਹਰ ਦਿੱਤਾ ਗਿਆ। ਇਸ ਮੌਕੇ ਆਗੂਆਂ ਨੇ ਕਿਹਾ ਕਿ ਮੈਨੇਜਮੈਂਟ ਨਾਲ ਹੋਈ ਮੀਟਿੰਗ ਵਿੱਚ ਮੰਨੀਆਂ ਮੰਗਾਂ ਦਾ ਨੋਟੀਫਿਕੇਸ਼ਨ ਅਜੇ ਤੱਕ ਜਾਰੀ ਨਹੀਂ ਕੀਤਾ ਗਿਆ। ਜਿਸ ਕਾਰਨ ਮੁਲਾਜ਼ਮਾਂ ਵਿੱਚ ਭਾਰੀ ਰੋਸ ਹੈ ਅਤੇ — [20, 425, 162, 519]
article-body: ਰਾੜਾ ਸਾਹਿਬ, 17 ਜੁਲਾਈ (ਜਸਵਿੰਦਰ ਸਿੰਘ ਚਿੰਦੀ) ਪੰਥ ਰਤਨ ਸੰਤ ਈਸ਼ਰ ਸਿੰਘ ਜੀ ਦੀ 50ਵੀਂ ਬਰਸੀ ਨੂੰ ਸਮਰਪਿਤ ਗੁਰਦੁਆਰਾ ਕਰਮਸਰ ਰਾੜਾ ਸਾਹਿਬ ਵਿਖੇ ਵਾਤਾਵਰਨ ਦੀ ਸ਼ੁੱਧਤਾ ਲਈ ਛਾਂਦਾਰ ਅਤੇ ਫਲਦਾਰ ਬੂਟੇ ਲਗਾਏ ਗਏ। ਇਸ ਮੌਕੇ ਸੰਗਤਾਂ ਨੂੰ ਵੱਧ ਤੋਂ ਵੱਧ ਰੁੱਖ ਲਗਾਉਣ ਲਈ ਪ੍ਰੇਰਿਤ ਕੀਤਾ ਗਿਆ। — [766, 1507, 1149, 1542]
headline: ਪੰਜ ਕਿਸਾਨ ਜਥੇਬੰਦੀਆਂ ਵੱਲੋਂ ਪੰਜਾਬ ਭਰ 'ਚ ਬਿਜਲੀ ਦਫਤਰਾਂ ਸਾਹਮਣੇ ਜ਼ੋਰਦਾਰ ਰੋਸ ਪ੍ਰਦਰਸ਼ਨ — [755, 54, 1425, 76]
lakhowal-photo — [1220, 2048, 1346, 2190]
bakery-inspection-photo — [1158, 965, 1505, 1130]
baba-balvind-das-photo — [583, 2060, 709, 2210]
kirtan-darbar-photo — [561, 601, 971, 750]
article-sukhana-village-drainage — [380, 1018, 1150, 1428]
article-sant-ishar-singh-barsi — [766, 1428, 1150, 1870]
registration-mark-cyan — [9, 2400, 27, 2408]
article-body: ਸਮਰਾਲਾ, 17 ਜੁਲਾਈ (ਇੰਦੂ ਬੋਦੀ) - ਮੁੱਖ ਮੰਤਰੀ ਭਗਵੰਤ ਮਾਨ ਦੀ ਅਗਵਾਈ ਵਾਲੀ ਆਮ ਆਦਮੀ ਦੀ ਸਰਕਾਰ ਪੰਜਾਬ ਵਿੱਚੋਂ ਨਸ਼ਿਆਂ ਦਾ ਖਾਤਮਾ ਕਰਨ ਲਈ ਪੂਰੀ ਤਰ੍ਹਾਂ ਵਚਨਬੱਧ ਹੈ। ਯੁੱਧ ਨਸ਼ਿਆਂ ਵਿਰੁੱਧ ਮੁਹਿੰਮ ਤਹਿਤ ਪੁਲਿਸ ਵੱਲੋਂ ਲਗਾਤਾਰ ਕਾਰਵਾਈ ਕੀਤੀ ਜਾ ਰਹੀ ਹੈ ਅਤੇ ਨਸ਼ਾ ਤਸਕਰਾਂ ਦੀਆਂ ਜਾਇਦਾਦਾਂ ਜ਼ਬਤ ਕੀਤੀਆਂ ਜਾ ਰਹੀਆਂ ਹਨ। — [126, 596, 370, 654]
page-number: 15 — [8, 2, 59, 44]
farmers-photo-1 — [940, 107, 1208, 257]
article-body: ਲੁਧਿਆਣਾ, 17 ਜੁਲਾਈ (ਮਨਜੀਤ ਸਿੰਘ ਦੌਧਰ) - 16 ਅਤੇ 17 ਜੁਲਾਈ ਨੂੰ ਲੁਧਿਆਣਾ ਦੀ ਫੂਡ ਸੇਫਟੀ ਟੀਮ ਨੇ ਸ਼ਹਿਰ ਦੀਆਂ ਵੱਖ-ਵੱਖ ਬੇਕਰੀਆਂ ਦੀ ਅਚਾਨਕ ਜਾਂਚ ਕੀਤੀ। ਜਾਂਚ ਦੌਰਾਨ ਕਈ ਥਾਵਾਂ ਤੇ ਗੰਦਗੀ ਅਤੇ ਮਿਆਦ ਪੁੱਗ ਚੁੱਕਾ ਸਮਾਨ ਮਿਲਿਆ ਜਿਸ ਨੂੰ ਮੌਕੇ ਤੇ ਨਸ਼ਟ ਕਰਵਾਇਆ ਗਿਆ ਅਤੇ ਸੈਂਪਲ ਭਰ ਕੇ ਜਾਂਚ ਲਈ ਲੈਬਾਰਟਰੀ ਭੇਜੇ ਗਏ। — [1158, 1138, 1505, 1185]
tree-planting-photo — [766, 1641, 1149, 1862]
subhead: ਬਾਬਾ ਘਾਲਾ ਸਿੰਘ ਨਾਨਕਸਰ ਦੀ ਅਗਵਾਈ 'ਚ ਪਹਿਲੇ ਦਿਨ ਕੀਰਤਨ ਦਰਬਾਰ ਵਿੱਚ ਹੋਇਆ ਗੁਰੂ ਮਹਿਮਾ ਦਾ ਗੁਣਗਾਨ — [403, 571, 1128, 594]
article-body: ਸਾਹਨੇਵਾਲ/ਕੂਹਾੜਾ, 17 ਜੁਲਾਈ (ਅਵਤਾਰ ਸਿੰਘ ਭਾਗਪੁਰ) ਮਾਰਕਿਟ ਕਮੇਟੀ ਸਾਹਨੇਵਾਲ ਦੇ ਚੇਅਰਮੈਨ ਹੇਮਰਾਜ ਰਾਜ਼ੀ ਨੇ ਕੈਬਨਿਟ ਮੰਤਰੀ ਹਰਦੀਪ ਸਿੰਘ ਮੁੰਡੀਆਂ ਦਾ ਧੰਨਵਾਦ ਕੀਤਾ। ਉਨ੍ਹਾਂ ਕਿਹਾ ਕਿ ਪਾਰਟੀ ਵੱਲੋਂ ਦਿੱਤੀ ਗਈ ਜ਼ਿੰਮੇਵਾਰੀ ਨੂੰ ਪੂਰੀ ਇਮਾਨਦਾਰੀ ਨਾਲ ਨਿਭਾਇਆ ਜਾਵੇਗਾ ਅਤੇ ਕਿਸਾਨਾਂ ਤੇ ਵਪਾਰੀਆਂ ਦੀਆਂ ਮੁਸ਼ਕਿਲਾਂ ਦਾ ਹੱਲ ਪਹਿਲ ਦੇ ਆਧਾਰ ਤੇ ਕੀਤਾ ਜਾਵੇਗਾ। — [102, 941, 370, 999]
registration-mark-magenta — [1439, 2400, 1456, 2408]
paper-name-part1: ਹੱਕ ਸੱਚ — [1352, 6, 1409, 28]
article-nirmal-kaira-appointed — [1158, 536, 1505, 899]
column-rule — [1154, 536, 1155, 1947]
article-body: ਅਜੀਤਵਾਲ, 17 ਜੁਲਾਈ (ਜਸਵੰਤ ਸਿੰਘ ਗਿੱਲ) ਗੁਰਦੁਆਰਾ ਸਾਹਿਬਾਨਾਂ ਵਿੱਚ ਸ਼ਾਰਟ ਸਰਕਟ ਕਾਰਨ ਵਾਪਰ ਰਹੀਆਂ ਘਟਨਾਵਾਂ ਤੇ ਚਿੰਤਾ ਜ਼ਾਹਰ ਕਰਦਿਆਂ ਬਾਬਾ ਬਲਵਿੰਦ ਦਾਸ ਨੇ ਕਿਹਾ ਕਿ ਗੁਰੂ ਘਰਾਂ ਦੀਆਂ ਪ੍ਰਬੰਧਕ ਕਮੇਟੀਆਂ ਨੂੰ ਸੁੱਖ ਆਸਣ ਅਸਥਾਨਾਂ ਦੀ ਬਿਜਲੀ ਫਿਟਿੰਗ ਦੀ ਸਮੇਂ-ਸਮੇਂ ਜਾਂਚ ਕਰਵਾਉਣੀ ਚਾਹੀਦੀ ਹੈ। — [717, 2060, 1086, 2107]
registration-mark-cyan — [1418, 2400, 1436, 2408]
protest-photo — [168, 157, 522, 354]
article-samyukt-kisan-morcha — [1095, 1959, 1505, 2389]
headline: ਸੰਤ ਈਸ਼ਰ ਸਿੰਘ ਜੀ ਦੀ 50ਵੀਂ ਬਰਸੀ ਨੂੰ ਸਮਰਪਿਤ ਗੁ: ਕਰਮਸਰ ਰਾੜਾ ਸਾਹਿਬ ਵਿਖੇ ਸਥਾਵਾਨ ਦੇ ਬੂਟੇ ਲਾਏ — [779, 1431, 1135, 1473]
article-body: ਲੁਧਿਆਣਾ/ਜਗਰਾਓਂ, 17 ਜੁਲਾਈ (ਵਰਿਸਤ) ਸੰਯੁਕਤ ਕਿਸਾਨ ਮੋਰਚੇ ਵੱਲੋਂ ਲੈਂਡ ਪੂਲਿੰਗ ਨੀਤੀ ਦੇ ਵਿਰੋਧ ਵਿੱਚ ਅੱਜ ਸਰਬ ਪਾਰਟੀ ਮੀਟਿੰਗ ਬੁਲਾਈ ਗਈ ਹੈ ਜਿਸ ਲਈ ਪੰਜਾਬ ਦੀਆਂ ਸਾਰੀਆਂ ਰਾਜਨੀਤਕ ਪਾਰਟੀਆਂ ਨੂੰ ਸੱਦਾ ਪੱਤਰ ਭੇਜੇ ਗਏ ਹਨ। ਕਿਸਾਨ ਆਗੂ ਲੱਖੋਵਾਲ ਨੇ ਕਿਹਾ ਕਿ ਕਿਸਾਨਾਂ ਦੀ ਜ਼ਮੀਨ ਕਿਸੇ ਵੀ ਕੀਮਤ ਤੇ ਖੋਹਣ ਨਹੀਂ ਦਿੱਤੀ ਜਾਵੇਗੀ। — [1095, 2048, 1213, 2177]
article-body-right: ਰਾਏਕੋਟ, 17 ਜੁਲਾਈ (ਗੁਰਚਰਨ ਸਿੰਘ ਪ੍ਰੀਤ) ਨਜ਼ਦੀਕੀ ਪਿੰਡ ਸੁਖਾਣਾ ਦੇ ਵਾਰਡ ਨੰਬਰ 3 ਦੇ ਵਸਨੀਕਾਂ ਨੂੰ ਗੰਦੇ ਪਾਣੀ ਦੀ ਸਮੱਸਿਆ ਤੋਂ ਰਾਹਤ ਦਿਵਾਉਣ ਲਈ ਗ੍ਰਾਮ ਪੰਚਾਇਤ ਵੱਲੋਂ ਨਵੀਂ ਸੀਵਰੇਜ ਪਾਈਪ ਲਾਈਨ ਪਾਈ ਗਈ। ਸਰਪੰਚ ਨੇ ਦੱਸਿਆ ਕਿ ਬਰਸਾਤ ਦੇ ਦਿਨਾਂ ਵਿੱਚ ਗਲੀਆਂ ਵਿੱਚ ਪਾਣੀ ਖੜ੍ਹਾ ਹੋ ਜਾਂਦਾ ਸੀ ਜਿਸ ਕਾਰਨ ਲੋਕਾਂ ਨੂੰ ਭਾਰੀ ਪਰੇਸ਼ਾਨੀ ਦਾ ਸਾਹਮਣਾ ਕਰਨਾ ਪੈਂਦਾ ਸੀ। — [955, 1056, 1149, 1138]
